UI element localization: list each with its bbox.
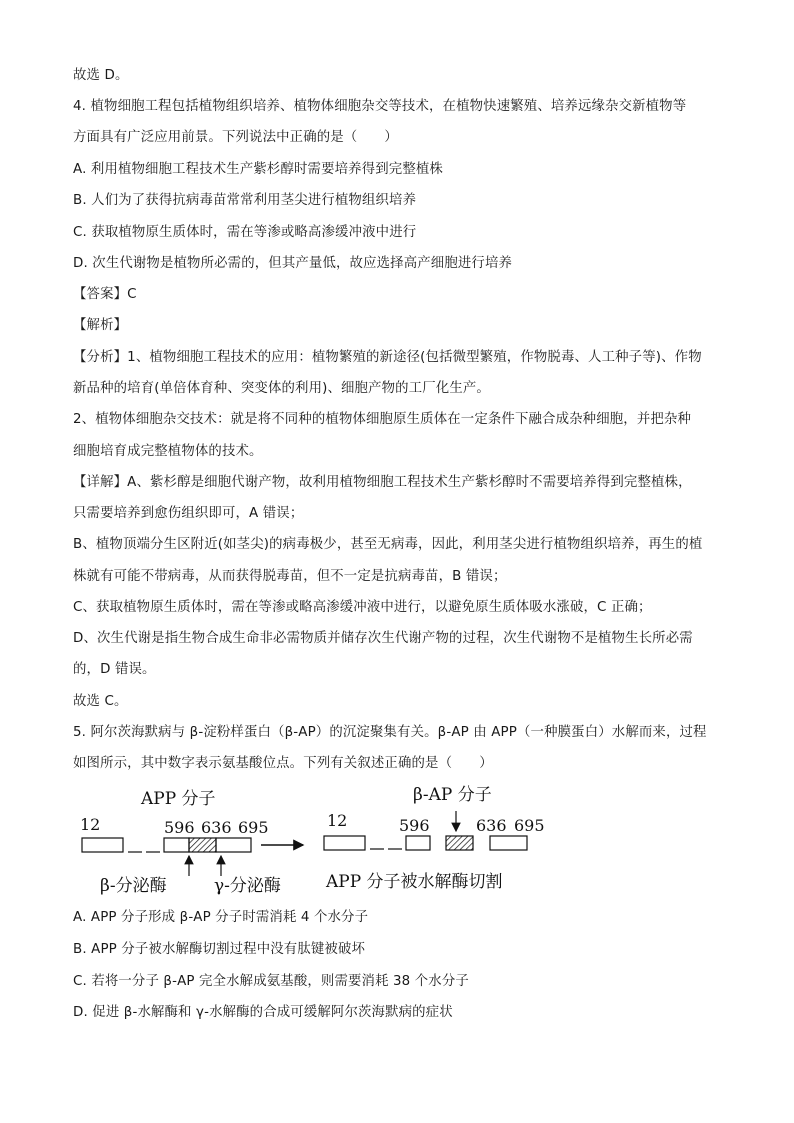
- q5-option-a: A. APP 分子形成 β-AP 分子时需消耗 4 个水分子: [73, 910, 369, 925]
- line-0: 故选 D。: [73, 68, 129, 83]
- left-num-12: 12: [80, 815, 101, 834]
- fragment-segment-2: [406, 836, 430, 850]
- q5-option-b: B. APP 分子被水解酶切割过程中没有肽键被破坏: [73, 942, 366, 957]
- app-segment-2: [164, 838, 189, 852]
- question-4-stem-cont: 方面具有广泛应用前景。下列说法中正确的是（ ）: [73, 130, 398, 145]
- detail-line-7: 的，D 错误。: [73, 662, 156, 677]
- beta-secretase-label: β-分泌酶: [100, 876, 167, 896]
- detail-line-4: 株就有可能不带病毒，从而获得脱毒苗，但不一定是抗病毒苗，B 错误；: [73, 569, 507, 584]
- cleavage-caption: APP 分子被水解酶切割: [326, 872, 503, 892]
- fragment-segment-1: [324, 836, 365, 850]
- app-cleavage-diagram: [73, 778, 553, 898]
- analysis-label: 【解析】: [73, 318, 128, 333]
- detail-line-1: 【详解】A、紫杉醇是细胞代谢产物，故利用植物细胞工程技术生产紫杉醇时不需要培养得到完整植株，: [73, 475, 692, 490]
- app-beta-ap-region: [189, 838, 216, 852]
- app-segment-1: [82, 838, 123, 852]
- detail-line-3: B、植物顶端分生区附近(如茎尖)的病毒极少，甚至无病毒，因此，利用茎尖进行植物组织培养，再生的植: [73, 537, 703, 552]
- left-num-695: 695: [238, 818, 269, 837]
- left-num-596: 596: [164, 818, 195, 837]
- q5-option-d: D. 促进 β-水解酶和 γ-水解酶的合成可缓解阿尔茨海默病的症状: [73, 1005, 453, 1020]
- line-choice-c: 故选 C。: [73, 694, 128, 709]
- beta-ap-fragment: [446, 836, 473, 850]
- fragment-segment-3: [490, 836, 527, 850]
- q4-option-c: C. 获取植物原生质体时，需在等渗或略高渗缓冲液中进行: [73, 225, 417, 240]
- analysis-line-4: 细胞培育成完整植物体的技术。: [73, 444, 263, 459]
- left-num-636: 636: [201, 818, 232, 837]
- analysis-line-2: 新品种的培育(单倍体育种、突变体的利用)、细胞产物的工厂化生产。: [73, 381, 490, 396]
- q4-option-d: D. 次生代谢物是植物所必需的，但其产量低，故应选择高产细胞进行培养: [73, 256, 513, 271]
- gamma-secretase-label: γ-分泌酶: [214, 876, 281, 896]
- analysis-line-3: 2、植物体细胞杂交技术：就是将不同种的植物体细胞原生质体在一定条件下融合成杂种细胞，并把杂种: [73, 412, 691, 427]
- right-num-12: 12: [327, 811, 348, 830]
- question-5-stem-cont: 如图所示，其中数字表示氨基酸位点。下列有关叙述正确的是（ ）: [73, 756, 493, 771]
- q5-option-c: C. 若将一分子 β-AP 完全水解成氨基酸，则需要消耗 38 个水分子: [73, 974, 469, 989]
- q4-option-b: B. 人们为了获得抗病毒苗常常利用茎尖进行植物组织培养: [73, 193, 417, 208]
- analysis-line-1: 【分析】1、植物细胞工程技术的应用：植物繁殖的新途径(包括微型繁殖，作物脱毒、人工种子等)、作物: [73, 350, 702, 365]
- detail-line-6: D、次生代谢是指生物合成生命非必需物质并储存次生代谢产物的过程，次生代谢物不是植物生长所必需: [73, 631, 693, 646]
- beta-ap-title: β-AP 分子: [413, 785, 492, 805]
- right-num-636: 636: [476, 816, 507, 835]
- right-num-596: 596: [399, 816, 430, 835]
- question-5-stem: 5. 阿尔茨海默病与 β-淀粉样蛋白（β-AP）的沉淀聚集有关。β-AP 由 APP（一种膜蛋白）水解而来，过程: [73, 725, 707, 740]
- app-segment-3: [216, 838, 251, 852]
- right-num-695: 695: [514, 816, 545, 835]
- q4-option-a: A. 利用植物细胞工程技术生产紫杉醇时需要培养得到完整植株: [73, 162, 443, 177]
- question-4-stem: 4. 植物细胞工程包括植物组织培养、植物体细胞杂交等技术，在植物快速繁殖、培养远缘杂交新植物等: [73, 99, 687, 114]
- detail-line-5: C、获取植物原生质体时，需在等渗或略高渗缓冲液中进行，以避免原生质体吸水涨破，C 正确；: [73, 600, 652, 615]
- answer-label: 【答案】C: [73, 287, 137, 302]
- detail-line-2: 只需要培养到愈伤组织即可，A 错误；: [73, 506, 304, 521]
- app-title: APP 分子: [141, 789, 216, 809]
